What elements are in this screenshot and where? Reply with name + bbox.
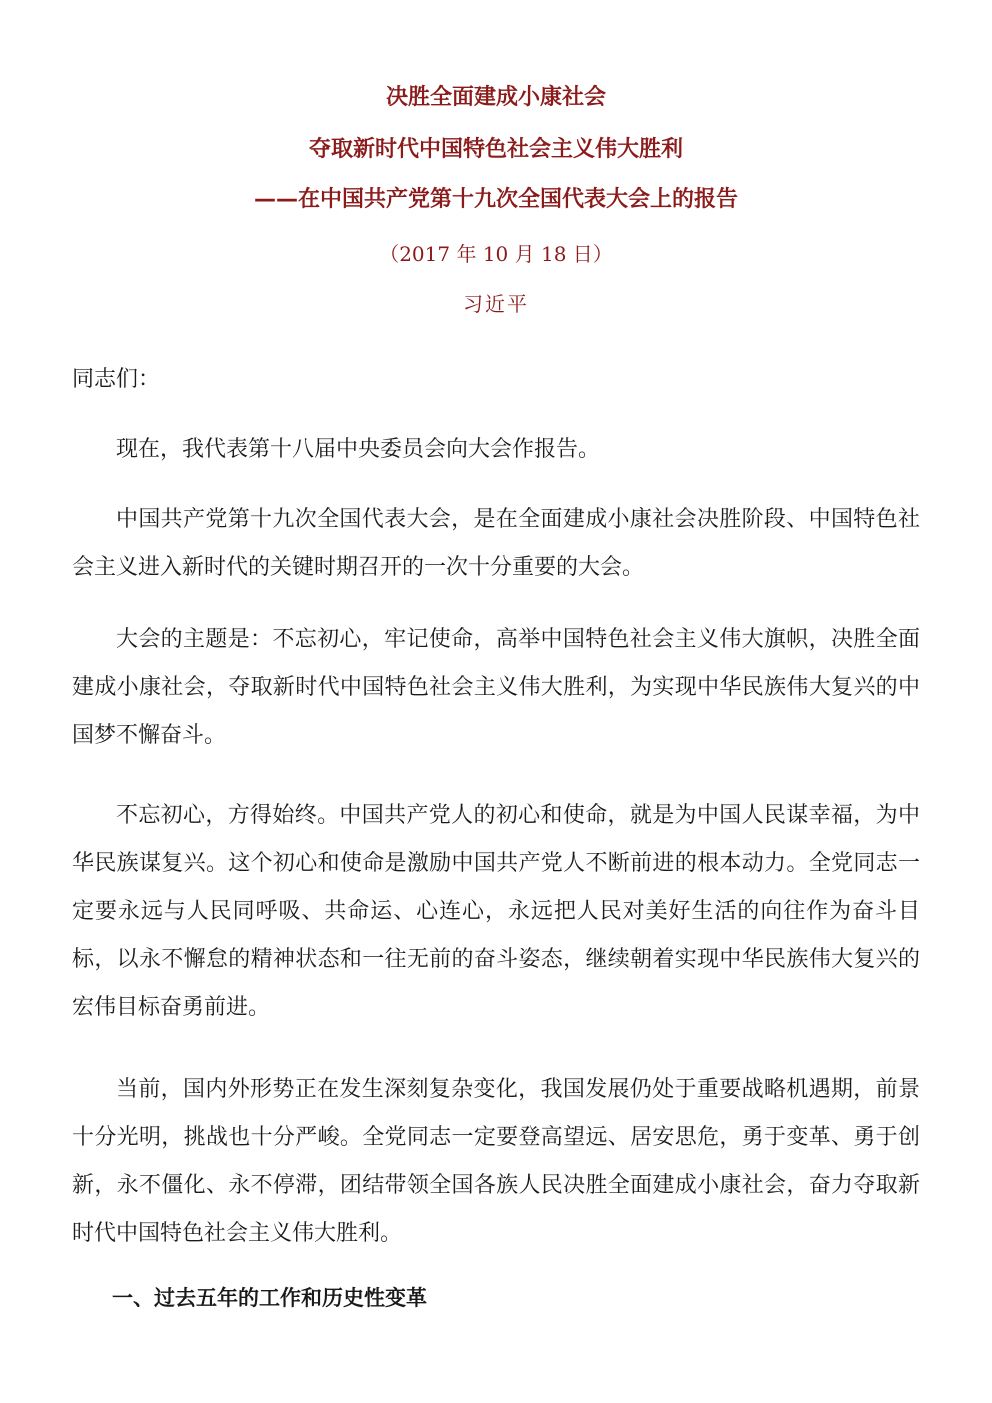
author-name: 习近平 [463,292,529,316]
paragraph-4: 不忘初心，方得始终。中国共产党人的初心和使命，就是为中国人民谋幸福，为中华民族谋复兴。这个初心和使命是激励中国共产党人不断前进的根本动力。全党同志一定要永远与人民同呼吸、共命运、心连心，永远把人民对美好生活的向往作为奋斗目标，以永不懈怠的精神状态和一往无前的奋斗姿态，继续朝着实现中华民族伟大复兴的宏伟目标奋勇前进。 [72,803,920,1020]
subtitle: ——在中国共产党第十九次全国代表大会上的报告 [253,187,738,212]
section-heading: 一、过去五年的工作和历史性变革 [112,1286,427,1310]
greeting: 同志们： [72,367,161,392]
title-line-1: 决胜全面建成小康社会 [385,85,606,110]
report-date: （2017 年 10 月 18 日） [379,242,613,266]
paragraph-2: 中国共产党第十九次全国代表大会，是在全面建成小康社会决胜阶段、中国特色社会主义进入新时代的关键时期召开的一次十分重要的大会。 [72,507,920,580]
paragraph-5: 当前，国内外形势正在发生深刻复杂变化，我国发展仍处于重要战略机遇期，前景十分光明，挑战也十分严峻。全党同志一定要登高望远、居安思危，勇于变革、勇于创新，永不僵化、永不停滞，团结带领全国各族人民决胜全面建成小康社会，奋力夺取新时代中国特色社会主义伟大胜利。 [72,1077,920,1246]
title-line-2: 夺取新时代中国特色社会主义伟大胜利 [308,137,683,162]
paragraph-1: 现在，我代表第十八届中央委员会向大会作报告。 [116,437,601,462]
paragraph-3: 大会的主题是：不忘初心，牢记使命，高举中国特色社会主义伟大旗帜，决胜全面建成小康社会，夺取新时代中国特色社会主义伟大胜利，为实现中华民族伟大复兴的中国梦不懈奋斗。 [72,627,920,748]
